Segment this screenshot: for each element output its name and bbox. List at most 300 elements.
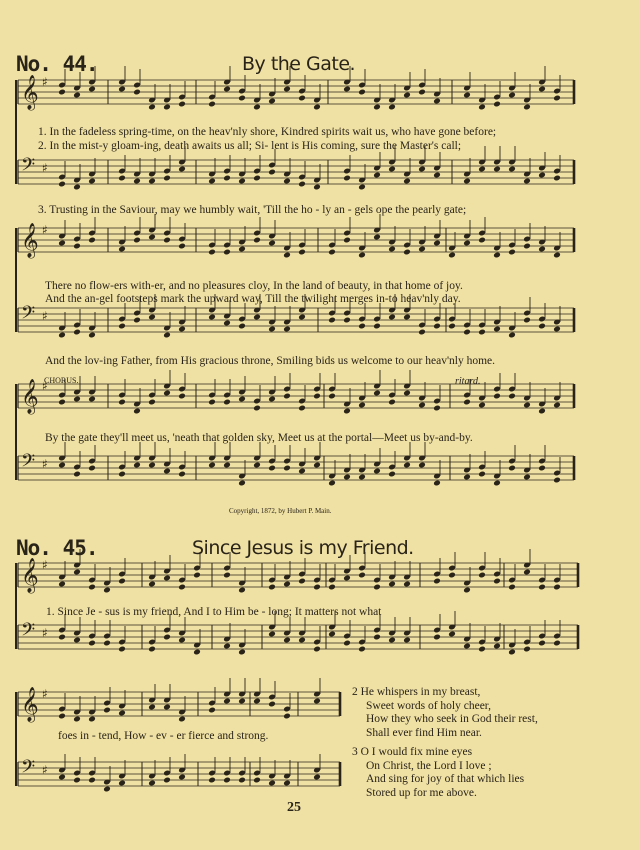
notehead bbox=[298, 314, 306, 321]
notehead bbox=[418, 329, 426, 336]
notehead bbox=[163, 175, 171, 182]
hymn-45-stanza-3 bbox=[352, 746, 524, 800]
notehead bbox=[163, 104, 171, 111]
notehead bbox=[268, 169, 276, 176]
notehead bbox=[268, 98, 276, 105]
notehead bbox=[238, 323, 246, 330]
notehead bbox=[298, 405, 306, 412]
notehead bbox=[253, 314, 261, 321]
stanza-3-line-2: On Christ, the Lord I love ; bbox=[366, 759, 492, 772]
notehead bbox=[118, 86, 126, 93]
notehead bbox=[418, 246, 426, 253]
notehead bbox=[148, 399, 156, 406]
notehead bbox=[73, 637, 81, 644]
notehead bbox=[463, 329, 471, 336]
hymn-45-title: Since Jesus is my Friend. bbox=[192, 537, 414, 559]
notehead bbox=[148, 178, 156, 185]
treble-clef-icon: 𝄞 bbox=[21, 75, 39, 110]
notehead bbox=[283, 780, 291, 787]
notehead bbox=[463, 178, 471, 185]
notehead bbox=[118, 780, 126, 787]
notehead bbox=[448, 572, 456, 579]
notehead bbox=[553, 477, 561, 484]
sharp-icon: ♯ bbox=[42, 558, 48, 572]
ritard-label: ritard. bbox=[455, 376, 481, 387]
notehead bbox=[523, 243, 531, 250]
notehead bbox=[463, 240, 471, 247]
notehead bbox=[373, 468, 381, 475]
notehead bbox=[463, 92, 471, 99]
notehead bbox=[163, 777, 171, 784]
notehead bbox=[178, 101, 186, 108]
notehead bbox=[178, 637, 186, 644]
notehead bbox=[208, 462, 216, 469]
notehead bbox=[313, 104, 321, 111]
notehead bbox=[103, 640, 111, 647]
notehead bbox=[343, 640, 351, 647]
notehead bbox=[208, 178, 216, 185]
notehead bbox=[493, 166, 501, 173]
notehead bbox=[538, 172, 546, 179]
notehead bbox=[433, 634, 441, 641]
notehead bbox=[253, 104, 261, 111]
notehead bbox=[553, 402, 561, 409]
notehead bbox=[58, 713, 66, 720]
notehead bbox=[478, 646, 486, 653]
notehead bbox=[388, 637, 396, 644]
treble-clef-icon: 𝄞 bbox=[21, 687, 39, 722]
stanza-2-line-3: How they who seek in God their rest, bbox=[366, 713, 538, 725]
notehead bbox=[478, 237, 486, 244]
notehead bbox=[193, 572, 201, 579]
notehead bbox=[88, 465, 96, 472]
notehead bbox=[343, 317, 351, 324]
notehead bbox=[553, 252, 561, 259]
notehead bbox=[58, 240, 66, 247]
notehead bbox=[328, 631, 336, 638]
notehead bbox=[418, 402, 426, 409]
notehead bbox=[388, 471, 396, 478]
notehead bbox=[268, 701, 276, 708]
notehead bbox=[553, 640, 561, 647]
hymn-44-verse-2: 2. In the mist-y gloam-ing, death awaits us all; Si- lent is His coming, sure the Master's call; bbox=[38, 140, 462, 152]
notehead bbox=[268, 465, 276, 472]
notehead bbox=[313, 698, 321, 705]
notehead bbox=[358, 252, 366, 259]
notehead bbox=[253, 698, 261, 705]
notehead bbox=[553, 175, 561, 182]
notehead bbox=[553, 326, 561, 333]
treble-clef-icon: 𝄞 bbox=[21, 379, 39, 414]
notehead bbox=[433, 405, 441, 412]
notehead bbox=[538, 584, 546, 591]
treble-clef-icon: 𝄞 bbox=[21, 558, 39, 593]
notehead bbox=[313, 646, 321, 653]
hymn-45-stanza-2 bbox=[352, 686, 538, 740]
notehead bbox=[433, 323, 441, 330]
notehead bbox=[328, 249, 336, 256]
notehead bbox=[58, 181, 66, 188]
notehead bbox=[508, 584, 516, 591]
notehead bbox=[298, 181, 306, 188]
notehead bbox=[133, 462, 141, 469]
notehead bbox=[178, 471, 186, 478]
notehead bbox=[73, 777, 81, 784]
notehead bbox=[223, 643, 231, 650]
notehead bbox=[238, 777, 246, 784]
hymn-44-system-2-line-2: And the an-gel footsteps mark the upward way, Till the twilight merges in-to heav'nly day. bbox=[45, 293, 461, 305]
notehead bbox=[268, 631, 276, 638]
notehead bbox=[268, 240, 276, 247]
notehead bbox=[388, 104, 396, 111]
notehead bbox=[463, 399, 471, 406]
notehead bbox=[313, 184, 321, 191]
hymn-45-verse-1-b: foes in - tend, How - ev - er fierce and strong. bbox=[58, 730, 269, 742]
notehead bbox=[268, 396, 276, 403]
notehead bbox=[118, 399, 126, 406]
notehead bbox=[133, 317, 141, 324]
notehead bbox=[88, 86, 96, 93]
chorus-label: CHORUS. bbox=[44, 376, 79, 385]
sharp-icon: ♯ bbox=[42, 457, 48, 471]
bass-clef-icon: 𝄢 bbox=[21, 620, 36, 645]
notehead bbox=[298, 249, 306, 256]
notehead bbox=[223, 572, 231, 579]
notehead bbox=[88, 237, 96, 244]
notehead bbox=[493, 393, 501, 400]
notehead bbox=[178, 166, 186, 173]
notehead bbox=[358, 572, 366, 579]
notehead bbox=[268, 584, 276, 591]
notehead bbox=[343, 175, 351, 182]
notehead bbox=[283, 326, 291, 333]
hymn-45-number: No. 45. bbox=[16, 536, 98, 560]
notehead bbox=[73, 569, 81, 576]
notehead bbox=[253, 462, 261, 469]
notehead bbox=[433, 240, 441, 247]
sharp-icon: ♯ bbox=[42, 687, 48, 701]
notehead bbox=[253, 175, 261, 182]
notehead bbox=[58, 399, 66, 406]
notehead bbox=[103, 707, 111, 714]
notehead bbox=[178, 774, 186, 781]
notehead bbox=[283, 465, 291, 472]
notehead bbox=[88, 396, 96, 403]
notehead bbox=[148, 234, 156, 241]
notehead bbox=[133, 178, 141, 185]
notehead bbox=[163, 468, 171, 475]
notehead bbox=[418, 89, 426, 96]
notehead bbox=[163, 575, 171, 582]
notehead bbox=[493, 101, 501, 108]
notehead bbox=[463, 474, 471, 481]
notehead bbox=[178, 393, 186, 400]
notehead bbox=[208, 101, 216, 108]
stanza-3-number: 3 bbox=[352, 746, 358, 758]
notehead bbox=[133, 237, 141, 244]
notehead bbox=[283, 581, 291, 588]
notehead bbox=[208, 707, 216, 714]
notehead bbox=[178, 584, 186, 591]
notehead bbox=[283, 713, 291, 720]
notehead bbox=[463, 643, 471, 650]
notehead bbox=[403, 462, 411, 469]
notehead bbox=[223, 698, 231, 705]
notehead bbox=[73, 92, 81, 99]
notehead bbox=[388, 166, 396, 173]
notehead bbox=[73, 716, 81, 723]
notehead bbox=[133, 89, 141, 96]
notehead bbox=[538, 640, 546, 647]
stanza-3-line-3: And sing for joy of that which lies bbox=[366, 773, 525, 785]
notehead bbox=[523, 474, 531, 481]
notehead bbox=[493, 480, 501, 487]
notehead bbox=[118, 323, 126, 330]
notehead bbox=[73, 184, 81, 191]
notehead bbox=[478, 572, 486, 579]
notehead bbox=[373, 584, 381, 591]
notehead bbox=[88, 332, 96, 339]
notehead bbox=[283, 393, 291, 400]
notehead bbox=[373, 234, 381, 241]
notehead bbox=[148, 314, 156, 321]
notehead bbox=[223, 777, 231, 784]
notehead bbox=[388, 399, 396, 406]
notehead bbox=[358, 474, 366, 481]
notehead bbox=[328, 584, 336, 591]
notehead bbox=[118, 471, 126, 478]
sharp-icon: ♯ bbox=[42, 763, 48, 777]
notehead bbox=[493, 252, 501, 259]
notehead bbox=[328, 393, 336, 400]
notehead bbox=[553, 584, 561, 591]
notehead bbox=[298, 637, 306, 644]
notehead bbox=[88, 178, 96, 185]
notehead bbox=[73, 243, 81, 250]
notehead bbox=[508, 393, 516, 400]
notehead bbox=[238, 649, 246, 656]
notehead bbox=[238, 396, 246, 403]
notehead bbox=[298, 468, 306, 475]
notehead bbox=[148, 104, 156, 111]
notehead bbox=[88, 640, 96, 647]
notehead bbox=[313, 462, 321, 469]
notehead bbox=[223, 175, 231, 182]
stanza-2-line-4: Shall ever find Him near. bbox=[366, 726, 482, 739]
notehead bbox=[433, 98, 441, 105]
copyright-notice: Copyright, 1872, by Hubert P. Main. bbox=[229, 507, 332, 515]
notehead bbox=[523, 104, 531, 111]
notehead bbox=[538, 408, 546, 415]
notehead bbox=[58, 774, 66, 781]
notehead bbox=[118, 646, 126, 653]
notehead bbox=[163, 237, 171, 244]
notehead bbox=[208, 249, 216, 256]
notehead bbox=[118, 710, 126, 717]
sharp-icon: ♯ bbox=[42, 379, 48, 393]
notehead bbox=[148, 646, 156, 653]
hymn-44-system-2-line-3: And the lov-ing Father, from His gracious throne, Smiling bids us welcome to our heav'nly home. bbox=[45, 355, 496, 367]
notehead bbox=[223, 462, 231, 469]
notehead bbox=[148, 581, 156, 588]
notehead bbox=[313, 774, 321, 781]
notehead bbox=[88, 716, 96, 723]
notehead bbox=[208, 399, 216, 406]
notehead bbox=[373, 390, 381, 397]
notehead bbox=[343, 237, 351, 244]
notehead bbox=[358, 402, 366, 409]
notehead bbox=[118, 578, 126, 585]
notehead bbox=[388, 314, 396, 321]
notehead bbox=[208, 777, 216, 784]
bass-clef-icon: 𝄢 bbox=[21, 451, 36, 476]
notehead bbox=[478, 166, 486, 173]
notehead bbox=[523, 178, 531, 185]
notehead bbox=[328, 317, 336, 324]
notehead bbox=[223, 320, 231, 327]
notehead bbox=[508, 92, 516, 99]
notehead bbox=[523, 402, 531, 409]
notehead bbox=[283, 86, 291, 93]
stanza-2-line-2: Sweet words of holy cheer, bbox=[366, 699, 492, 712]
notehead bbox=[403, 637, 411, 644]
stanza-2-number: 2 bbox=[352, 686, 358, 698]
notehead bbox=[298, 95, 306, 102]
notehead bbox=[133, 408, 141, 415]
notehead bbox=[373, 104, 381, 111]
notehead bbox=[403, 314, 411, 321]
notehead bbox=[508, 649, 516, 656]
notehead bbox=[538, 246, 546, 253]
notehead bbox=[538, 465, 546, 472]
hymn-44-title: By the Gate. bbox=[242, 53, 356, 75]
notehead bbox=[283, 252, 291, 259]
notehead bbox=[358, 323, 366, 330]
sharp-icon: ♯ bbox=[42, 223, 48, 237]
notehead bbox=[58, 462, 66, 469]
notehead bbox=[253, 237, 261, 244]
notehead bbox=[238, 95, 246, 102]
notehead bbox=[238, 587, 246, 594]
notehead bbox=[523, 646, 531, 653]
notehead bbox=[538, 86, 546, 93]
notehead bbox=[373, 323, 381, 330]
notehead bbox=[178, 326, 186, 333]
notehead bbox=[448, 252, 456, 259]
notehead bbox=[58, 89, 66, 96]
notehead bbox=[103, 587, 111, 594]
notehead bbox=[433, 172, 441, 179]
notehead bbox=[388, 246, 396, 253]
notehead bbox=[253, 777, 261, 784]
notehead bbox=[343, 86, 351, 93]
hymn-44-chorus-text: By the gate they'll meet us, 'neath that golden sky, Meet us at the portal—Meet us by-and-by. bbox=[45, 432, 473, 444]
notehead bbox=[478, 329, 486, 336]
notehead bbox=[358, 184, 366, 191]
notehead bbox=[73, 329, 81, 336]
notehead bbox=[268, 780, 276, 787]
bass-clef-icon: 𝄢 bbox=[21, 757, 36, 782]
notehead bbox=[523, 569, 531, 576]
notehead bbox=[493, 578, 501, 585]
stanza-2-line-1: He whispers in my breast, bbox=[360, 686, 481, 698]
notehead bbox=[73, 396, 81, 403]
notehead bbox=[118, 246, 126, 253]
notehead bbox=[148, 462, 156, 469]
notehead bbox=[238, 178, 246, 185]
notehead bbox=[463, 587, 471, 594]
sharp-icon: ♯ bbox=[42, 309, 48, 323]
notehead bbox=[538, 323, 546, 330]
notehead bbox=[508, 465, 516, 472]
notehead bbox=[328, 480, 336, 487]
notehead bbox=[148, 780, 156, 787]
notehead bbox=[343, 474, 351, 481]
notehead bbox=[433, 578, 441, 585]
notehead bbox=[448, 323, 456, 330]
notehead bbox=[103, 786, 111, 793]
notehead bbox=[493, 326, 501, 333]
notehead bbox=[283, 637, 291, 644]
notehead bbox=[523, 317, 531, 324]
notehead bbox=[238, 246, 246, 253]
notehead bbox=[493, 643, 501, 650]
notehead bbox=[403, 249, 411, 256]
notehead bbox=[478, 471, 486, 478]
stanza-3-line-4: Stored up for me above. bbox=[366, 786, 477, 799]
notehead bbox=[403, 581, 411, 588]
notehead bbox=[148, 704, 156, 711]
notehead bbox=[208, 314, 216, 321]
notehead bbox=[388, 581, 396, 588]
notehead bbox=[253, 405, 261, 412]
notehead bbox=[433, 480, 441, 487]
notehead bbox=[178, 716, 186, 723]
notehead bbox=[313, 393, 321, 400]
stanza-3-line-1: O I would fix mine eyes bbox=[360, 746, 473, 758]
notehead bbox=[178, 243, 186, 250]
notehead bbox=[343, 408, 351, 415]
hymn-44-system-2-line-1: There no flow-ers with-er, and no pleasures cloy, In the land of beauty, in that home of joy. bbox=[45, 280, 463, 292]
notehead bbox=[358, 89, 366, 96]
notehead bbox=[193, 649, 201, 656]
hymn-44-verse-3: 3. Trusting in the Saviour, may we humbly wait, 'Till the ho - ly an - gels ope the pearly gate; bbox=[38, 204, 467, 216]
notehead bbox=[508, 249, 516, 256]
notehead bbox=[88, 777, 96, 784]
notehead bbox=[238, 480, 246, 487]
notehead bbox=[448, 631, 456, 638]
notehead bbox=[238, 698, 246, 705]
sharp-icon: ♯ bbox=[42, 75, 48, 89]
notehead bbox=[478, 402, 486, 409]
notehead bbox=[403, 92, 411, 99]
notehead bbox=[163, 390, 171, 397]
notehead bbox=[58, 581, 66, 588]
notehead bbox=[163, 634, 171, 641]
notehead bbox=[553, 95, 561, 102]
notehead bbox=[223, 249, 231, 256]
notehead bbox=[508, 166, 516, 173]
notehead bbox=[373, 172, 381, 179]
notehead bbox=[418, 166, 426, 173]
notehead bbox=[88, 584, 96, 591]
notehead bbox=[163, 332, 171, 339]
hymn-44-number: No. 44. bbox=[16, 52, 98, 76]
bass-clef-icon: 𝄢 bbox=[21, 155, 36, 180]
notehead bbox=[163, 704, 171, 711]
notehead bbox=[223, 86, 231, 93]
notehead bbox=[508, 332, 516, 339]
